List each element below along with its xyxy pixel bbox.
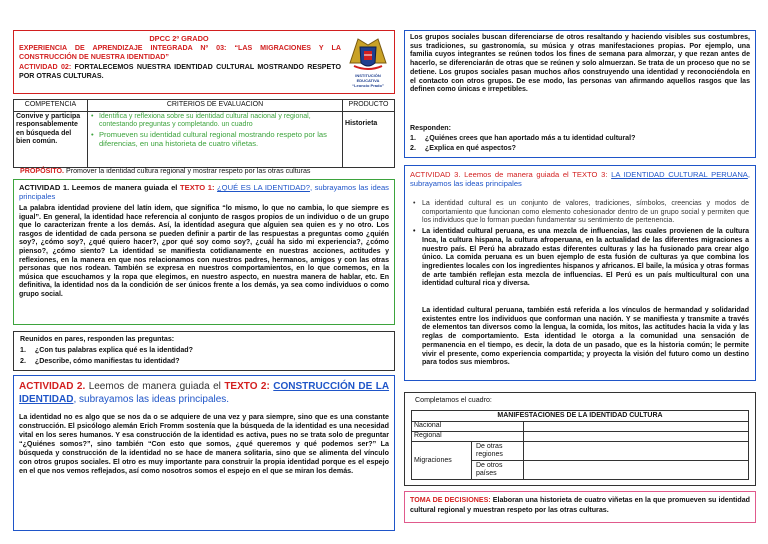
pairs-q2-number: 2. [20, 357, 26, 365]
activity-2-box [13, 375, 395, 531]
purpose-label: PROPÓSITO. [20, 167, 65, 175]
activity-1-body: La palabra identidad proviene del latín idem, que significa “lo mismo, lo que no cambia, lo que siempre es igual”. En general, la identidad hace referencia al conjunto de rasgos propios de un individuo o de un grupo que lo caracterizan frente a los demás. Así, la identidad asegura que alguien sea quien es y no otro. Los rasgos de identidad de cada persona se pueden definir a partir de las respuestas a preguntas como ¿quién soy?, ¿cómo soy?, ¿qué quiero hacer?, ¿por qué soy como soy?, ¿cuál ha sido mi experiencia?, ¿cómo pienso?, ¿cómo siento? La identidad se manifiesta cotidianamente en nuestras acciones, actitudes y reflexiones, en la manera en que nos relacionamos con nuestros padres, hermanos, amigos y con las otras personas que nos rodean. También se expresa en nuestros comportamientos, en lo que comemos, en la música que escuchamos y la ropa que elegimos, en nuestro aspecto, en nuestra manera de hablar, etc. En definitiva, la identidad nos da la condición de ser únicos frente a los demás, ya sea como individuos o como grupo social. [19, 205, 389, 298]
cuadro-intro: Completamos el cuadro: [415, 396, 492, 404]
criterio-2 [91, 130, 339, 148]
manifestations-title: MANIFESTACIONES DE LA IDENTIDAD CULTURA [412, 411, 749, 422]
criterio-bullet: • [90, 129, 94, 139]
evaluation-table-header [14, 100, 395, 112]
activity-2-heading [19, 380, 389, 406]
groups-text-box [404, 30, 756, 158]
activity-3-texto-title: LA IDENTIDAD CULTURAL PERUANA [611, 170, 748, 179]
row-otros-paises-label: De otros países [472, 461, 524, 480]
activity-1-texto-label: TEXTO 1: [179, 183, 215, 192]
manifestations-row-nacional [412, 422, 749, 432]
bullet-dot: • [413, 228, 416, 236]
row-nacional-label: Nacional [412, 422, 524, 432]
activity-2-label: ACTIVIDAD 2. [19, 381, 86, 392]
purpose-line [20, 167, 395, 176]
groups-body: Los grupos sociales buscan diferenciarse de otros resaltando y haciendo visibles sus costumbres, sus tradiciones, su gastronomía, su música y otras manifestaciones propias. Por ejemplo, una familia cuyos integrantes se reúnen todos los fines de semana para almorzar, y que rezan antes de hacerlo, se diferenciarán de otras que se reúnen y solo almuerzan. Se trata de un proceso que no se detiene. Los grupos sociales pasan muchos años construyendo una identidad y reconociéndola en el contacto con otros grupos. De ese modo, las personas van afirmando aquellos rasgos que las definen como únicas e irrepetibles. [410, 34, 750, 94]
manifestations-table [411, 410, 749, 480]
decisions-text: Elaboran una historieta de cuatro viñetas en la que promueven su identidad cultural regional y muestran respeto por las otras culturas. [410, 496, 751, 514]
experience-label: EXPERIENCIA DE APRENDIZAJE INTEGRADA Nº 03: [19, 44, 227, 52]
decisions-text-block [410, 496, 750, 515]
manifestations-title-row [412, 411, 749, 422]
activity-1-tail: , subrayamos las ideas principales [19, 183, 389, 201]
respond-q1-text: ¿Quiénes crees que han aportado más a tu identidad cultural? [424, 134, 636, 142]
criterio-2-text: Promueven su identidad cultural regional mostrando respeto por las diferencias, en una historieta de cuatro viñetas. [98, 129, 327, 148]
activity-3-texto-label: TEXTO 3: [572, 170, 608, 179]
cuadro-box [404, 392, 756, 486]
pairs-questions-box [13, 331, 395, 371]
activity-3-bullet-2-text: La identidad cultural peruana, es una mezcla de influencias, las cuales provienen de la cultura Inca, la cultura hispana, la cultura afroperuana, en la actualidad de las diferentes migraciones a nuestro país. El Perú ha abrazado estas diferentes culturas y las ha fusionado para crear algo único. La comida peruana es un buen ejemplo de esta fusión de culturas ya que combina los ingredientes locales con los ingredientes hispanos y africanos. El baile, la música y otras formas de arte también reflejan esta mezcla de influencias. El Perú es un país multicultural con una identidad cultural rica y diversa. [422, 228, 749, 288]
respond-question-2 [410, 144, 516, 153]
row-otros-paises-answer[interactable] [524, 461, 749, 480]
header-producto: PRODUCTO [343, 100, 395, 112]
logo-caption-1: INSTITUCIÓN EDUCATIVA [355, 73, 381, 83]
activity-1-texto-title: ¿QUÉ ES LA IDENTIDAD? [217, 183, 310, 192]
activity-3-bullet-2 [413, 228, 749, 289]
row-nacional-answer[interactable] [524, 422, 749, 432]
school-logo [344, 33, 392, 91]
row-regional-label: Regional [412, 432, 524, 442]
activity-3-tail: , subrayamos las ideas principales [410, 170, 750, 189]
respond-q2-number: 2. [410, 144, 416, 152]
row-regional-answer[interactable] [524, 432, 749, 442]
evaluation-table-row [14, 111, 395, 167]
activity-1-intro: ACTIVIDAD 1. Leemos de manera guiada el [19, 183, 178, 192]
criterio-bullet: • [90, 112, 94, 120]
manifestations-row-regional [412, 432, 749, 442]
pairs-intro: Reunidos en pares, responden las preguntas: [20, 335, 175, 343]
criterio-1-text: Identifica y reflexiona sobre su identidad cultural nacional y regional, contestando preguntas y completando. un cuadro [98, 112, 311, 128]
experience-heading [19, 44, 341, 61]
decisions-box [404, 491, 756, 523]
experience-title: “LAS MIGRACIONES Y LA CONSTRUCCIÓN DE NUESTRA IDENTIDAD” [19, 44, 341, 61]
decisions-label: TOMA DE DECISIONES: [410, 496, 491, 504]
activity-3-box [404, 165, 756, 381]
row-otras-regiones-answer[interactable] [524, 442, 749, 461]
manifestations-row-otras-regiones [412, 442, 749, 461]
activity-label: ACTIVIDAD 02: [19, 63, 72, 71]
activity-3-heading [410, 170, 750, 189]
criterio-1 [91, 113, 339, 130]
activity-2-body: La identidad no es algo que se nos da o se adquiere de una vez y para siempre, sino que es una constante construcción. El psicólogo alemán Erich Fromm sostenía que la búsqueda de la identidad es una necesidad vital en los seres humanos. Y esa construcción de la identidad es activa, pues no se trata solo de preguntar “¿Quiénes somos?”, sino también “Con esto que somos, ¿qué queremos y qué podemos ser?” La búsqueda y construcción de la identidad no se hace de manera solitaria, sino que se alimenta del vínculo con otros grupos sociales. El otro es muy importante para construir la propia identidad porque es el espejo en el que nos vemos reflejados, así como nosotros somos el espejo en el que se miran los demás. [19, 413, 389, 475]
bullet-dot: • [413, 200, 416, 207]
activity-heading [19, 63, 341, 80]
activity-2-tail: , subrayamos las ideas principales. [73, 394, 230, 405]
activity-2-texto-label: TEXTO 2: [224, 381, 270, 392]
competencia-cell: Convive y participa responsablemente en búsqueda del bien común. [14, 111, 88, 167]
header-box [13, 30, 395, 94]
pairs-question-2 [20, 357, 180, 366]
activity-title: FORTALECEMOS NUESTRA IDENTIDAD CULTURAL MOSTRANDO RESPETO POR OTRAS CULTURAS. [19, 63, 341, 80]
pairs-q2-text: ¿Describe, cómo manifiestas tu identidad? [34, 357, 180, 365]
respond-question-1 [410, 134, 635, 143]
activity-3-list [413, 200, 749, 289]
pairs-q1-number: 1. [20, 346, 26, 354]
activity-3-bullet-1 [413, 200, 749, 226]
purpose-text: Promover la identidad cultura regional y mostrar respeto por las otras culturas [66, 167, 311, 175]
row-migraciones-label: Migraciones [412, 442, 472, 480]
criterios-cell [87, 111, 342, 167]
respond-label: Responden: [410, 124, 451, 132]
row-otras-regiones-label: De otras regiones [472, 442, 524, 461]
school-crest-icon [344, 33, 392, 73]
respond-q1-number: 1. [410, 134, 416, 142]
respond-q2-text: ¿Explica en qué aspectos? [424, 144, 516, 152]
activity-3-bullet-1-text: La identidad cultural es un conjunto de valores, tradiciones, símbolos, creencias y modos de comportamiento que funcionan como elemento cohesionador dentro de un grupo social y permiten que los individuos que lo forman puedan fundamentar su sentimiento de pertenencia. [422, 200, 749, 225]
evaluation-table [13, 99, 395, 168]
pairs-question-1 [20, 346, 193, 355]
activity-1-heading [19, 183, 389, 201]
header-competencia: COMPETENCIA [14, 100, 88, 112]
activity-3-paragraph: La identidad cultural peruana, también está referida a los vínculos de hermandad y solidaridad existentes entre los individuos que conforman una nación. Y se manifiesta y transmite a través de elementos tan diversos como la lengua, la comida, los mitos, las actitudes hacia la vida y las reglas de comportamiento. Esta identidad le otorga a la comunidad una sensación de permanencia en el tiempo, es decir, la dota de un pasado, que es la historia común; le permite vivir el presente, como experiencia compartida; y proyecta la visión del futuro como un destino para todos sus miembros. [422, 307, 749, 367]
activity-1-box [13, 179, 395, 325]
activity-2-intro: Leemos de manera guiada el [88, 381, 221, 392]
activity-3-intro: ACTIVIDAD 3. Leemos de manera guiada el [410, 170, 569, 179]
header-criterios: CRITERIOS DE EVALUACION [87, 100, 342, 112]
activity-2-texto-title: CONSTRUCCIÓN DE LA IDENTIDAD [19, 381, 390, 405]
producto-cell: Historieta [343, 111, 395, 167]
logo-caption-2: “Leoncio Prado” [352, 83, 384, 88]
grade-title: DPCC 2º GRADO [149, 34, 209, 43]
pairs-q1-text: ¿Con tus palabras explica qué es la identidad? [34, 346, 193, 354]
